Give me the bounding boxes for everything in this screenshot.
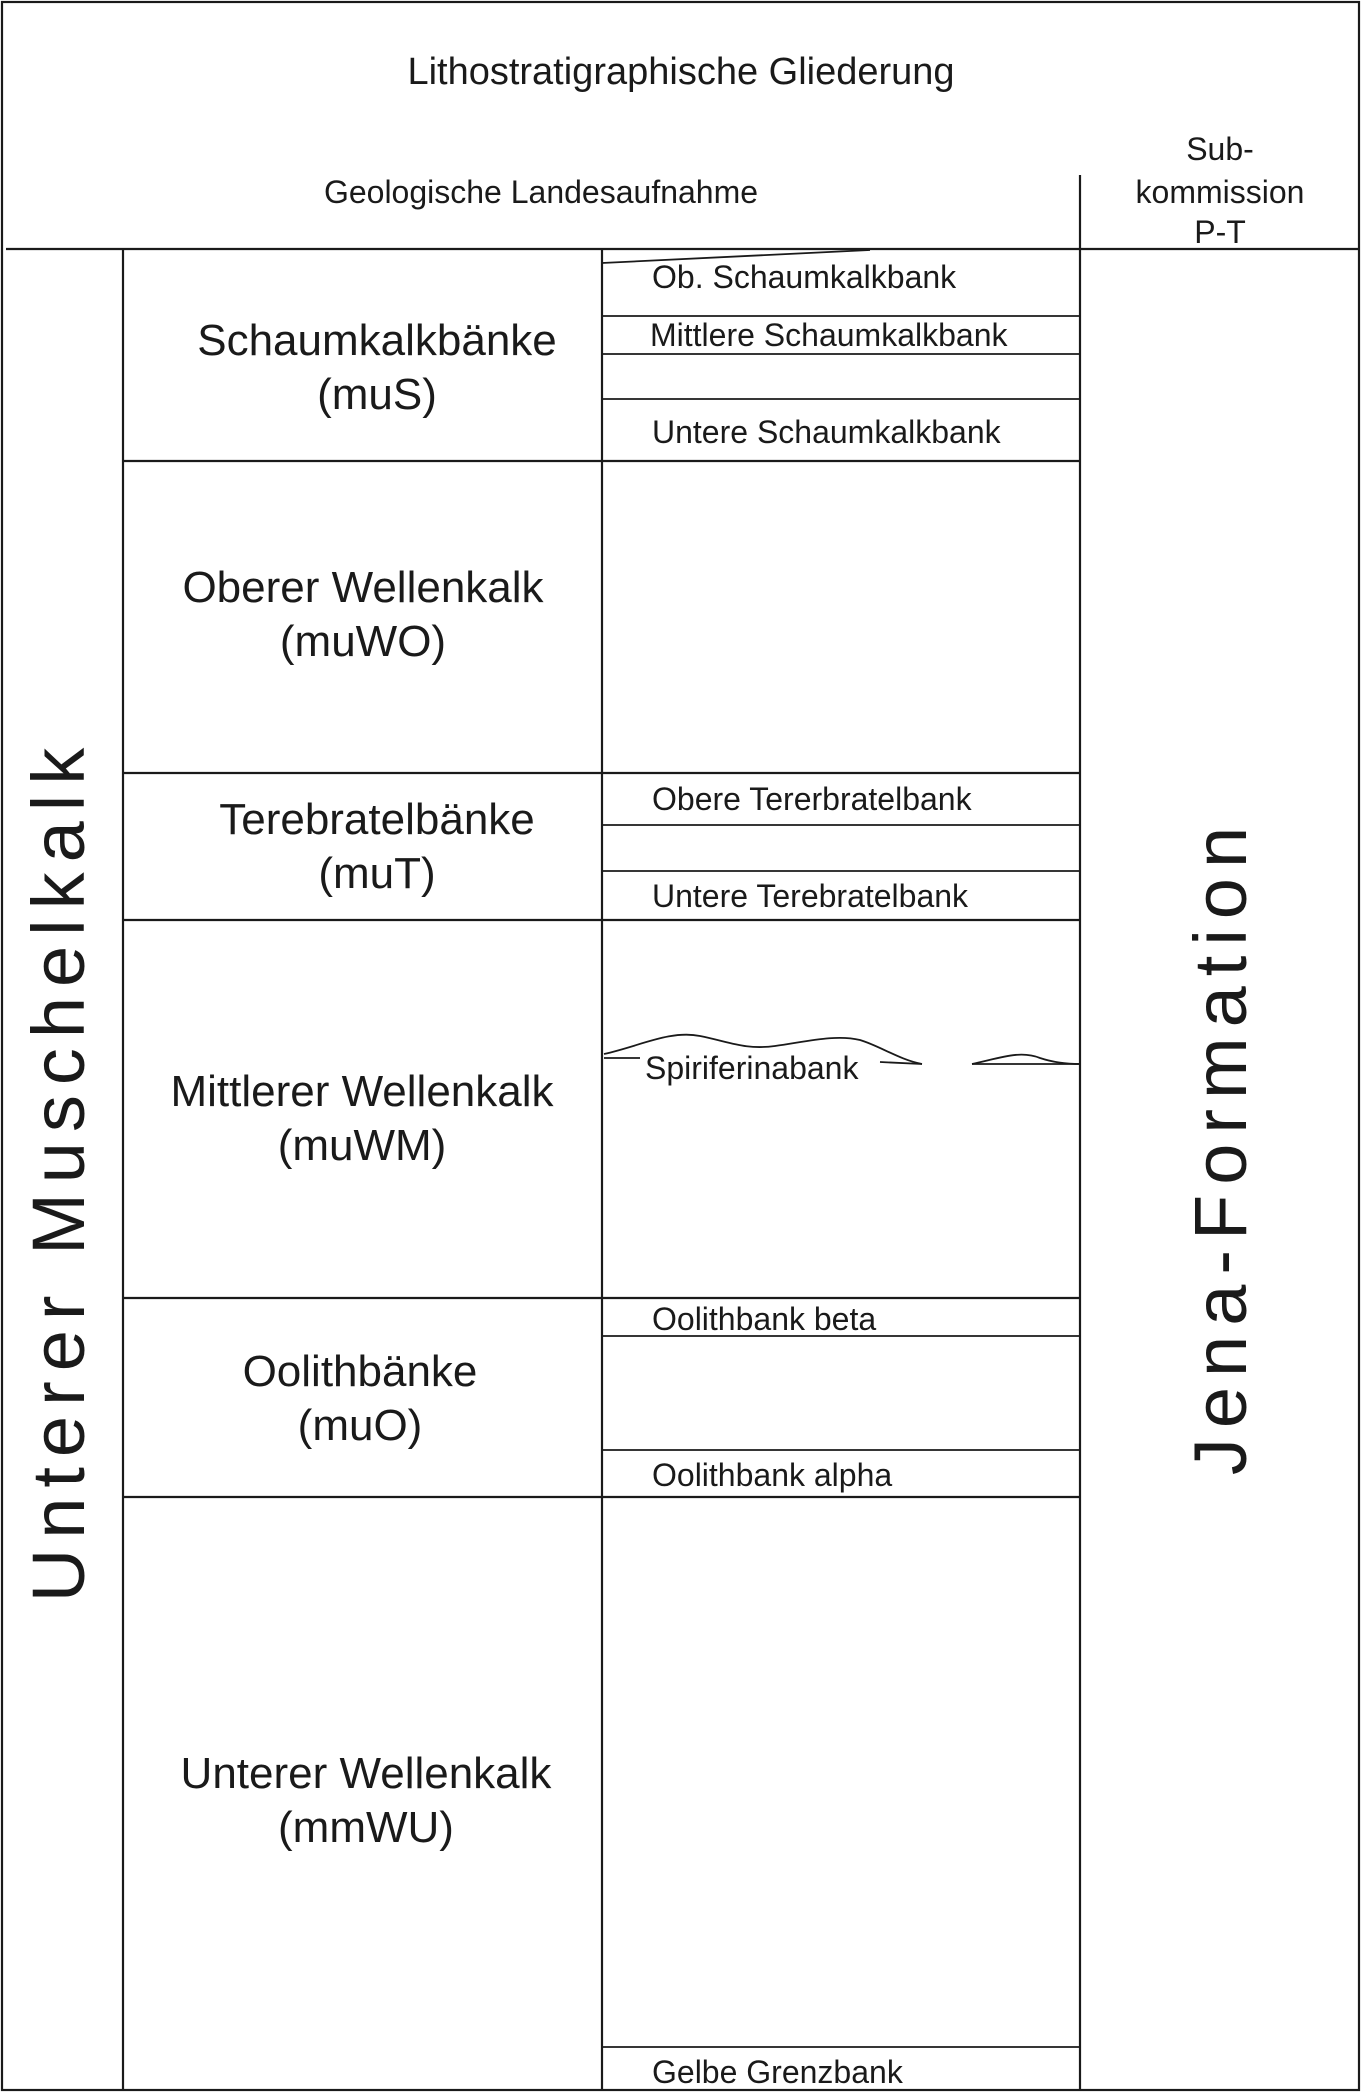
unit-code: (mmWU) — [278, 1803, 454, 1852]
bed-label: Obere Tererbratelbank — [652, 781, 972, 817]
unit-code: (muS) — [317, 370, 437, 419]
unit-name: Oberer Wellenkalk — [182, 563, 544, 612]
formation-label: Jena-Formation — [1179, 816, 1262, 1476]
unit-code: (muT) — [318, 849, 436, 898]
bed-label: Mittlere Schaumkalkbank — [650, 317, 1008, 353]
bed-label: Untere Schaumkalkbank — [652, 414, 1001, 450]
bed-label: Oolithbank beta — [652, 1301, 877, 1337]
unit-name: Terebratelbänke — [219, 795, 535, 844]
header-right-line-2: kommission — [1135, 174, 1305, 210]
unit-name: Unterer Wellenkalk — [180, 1749, 552, 1798]
bed-label: Untere Terebratelbank — [652, 878, 969, 914]
unit-code: (muWO) — [279, 617, 447, 666]
unit-name: Oolithbänke — [242, 1347, 478, 1396]
unit-name: Schaumkalkbänke — [197, 316, 557, 365]
spiriferinabank-lens — [972, 1055, 1080, 1064]
bed-label: Spiriferinabank — [645, 1050, 859, 1086]
bed-label: Gelbe Grenzbank — [652, 2054, 903, 2090]
unit-name: Mittlerer Wellenkalk — [170, 1067, 554, 1116]
bed-label: Ob. Schaumkalkbank — [652, 259, 957, 295]
header-right-line-1: Sub- — [1186, 131, 1254, 167]
header-right-line-3: P-T — [1194, 214, 1246, 250]
group-label: Unterer Muschelkalk — [17, 737, 100, 1603]
unit-code: (muWM) — [277, 1121, 447, 1170]
unit-code: (muO) — [297, 1401, 423, 1450]
bed-label: Oolithbank alpha — [652, 1457, 893, 1493]
header-left-column: Geologische Landesaufnahme — [323, 174, 759, 210]
header-title: Lithostratigraphische Gliederung — [407, 51, 955, 93]
